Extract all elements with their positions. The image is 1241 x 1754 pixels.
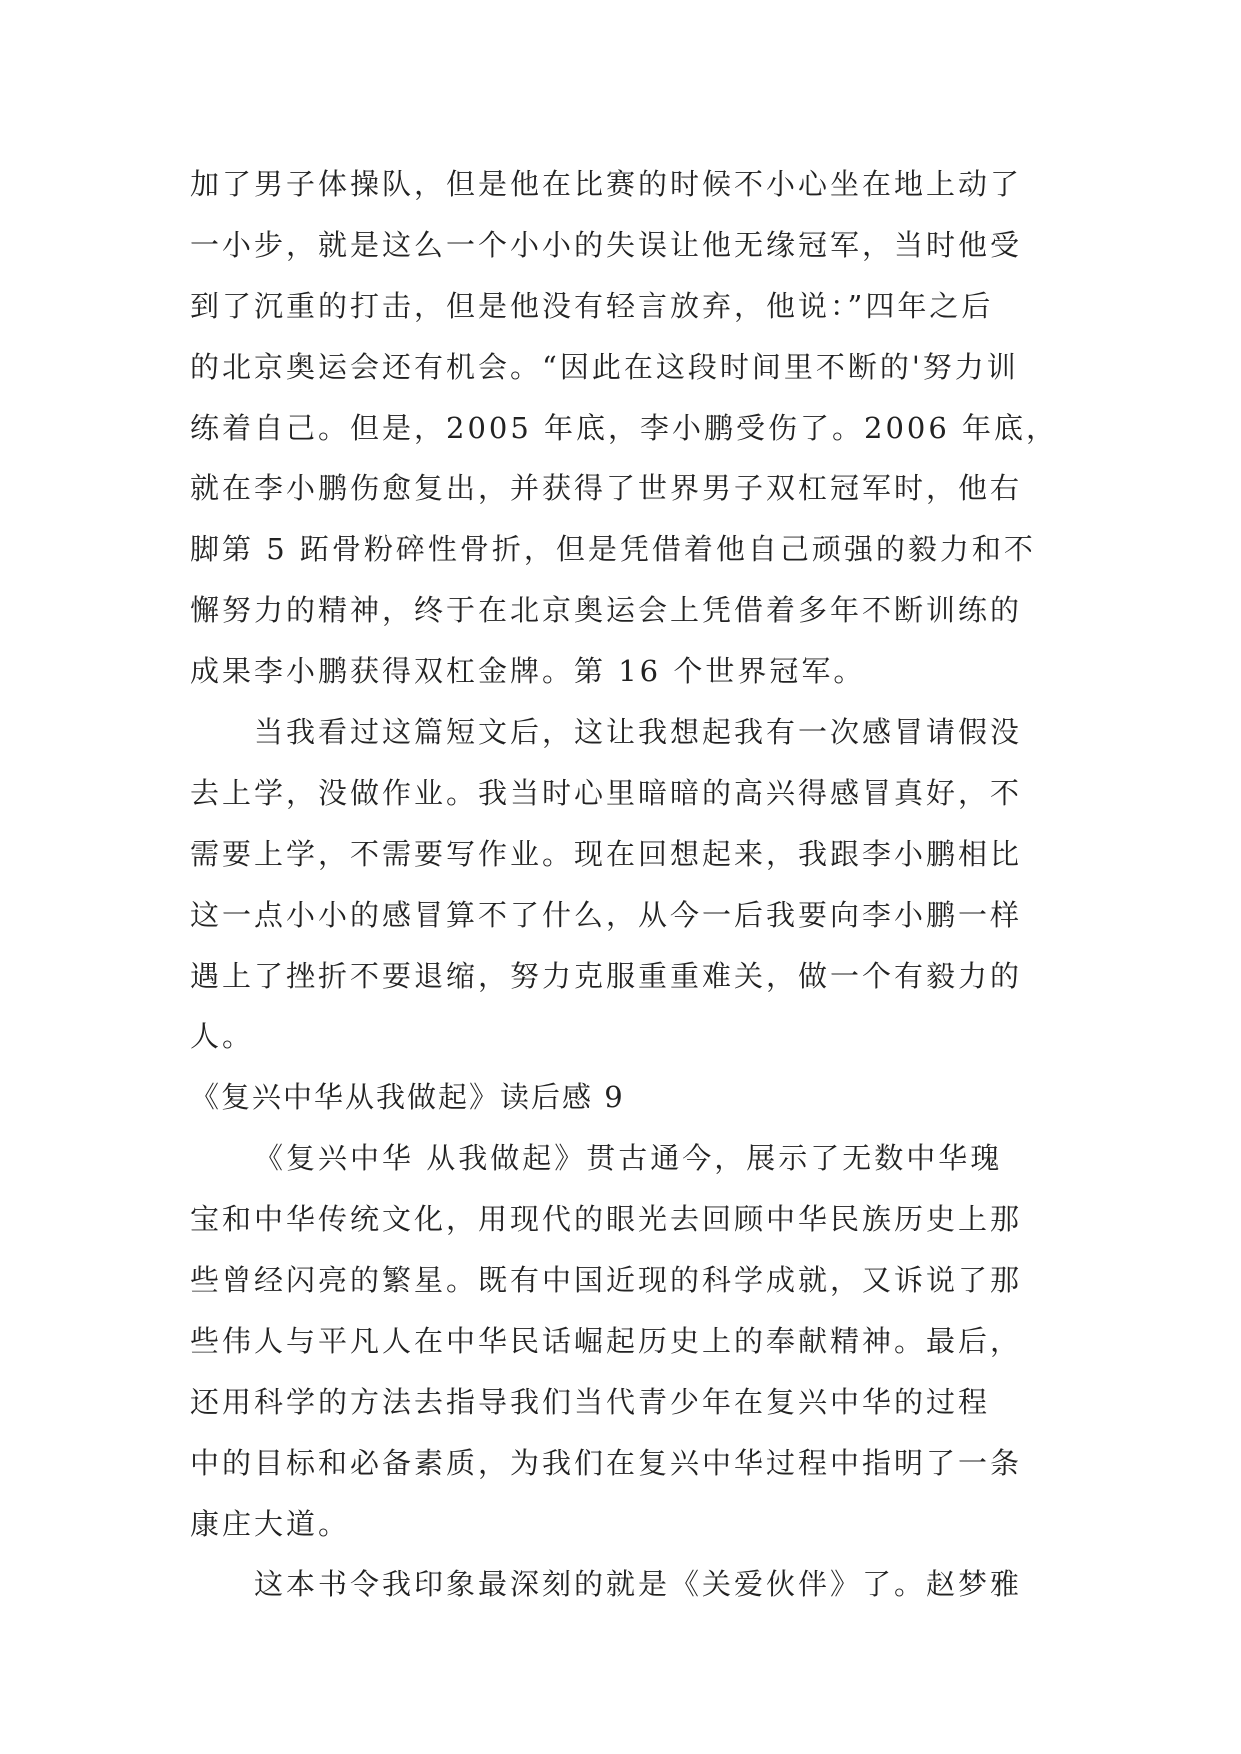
paragraph-start-line: 《复兴中华 从我做起》贯古通今，展示了无数中华瑰	[254, 1141, 1003, 1176]
text-line: 成果李小鹏获得双杠金牌。第 16 个世界冠军。	[190, 654, 866, 689]
section-heading: 《复兴中华从我做起》读后感 9	[190, 1080, 625, 1115]
text-line: 些伟人与平凡人在中华民话崛起历史上的奉献精神。最后，	[190, 1323, 1023, 1358]
document-body	[190, 154, 1059, 1615]
text-line: 这一点小小的感冒算不了什么，从今一后我要向李小鹏一样	[190, 897, 1023, 932]
text-line: 遇上了挫折不要退缩，努力克服重重难关，做一个有毅力的	[190, 958, 1023, 993]
text-line: 脚第 5 跖骨粉碎性骨折，但是凭借着他自己顽强的毅力和不	[190, 532, 1036, 567]
text-line: 需要上学，不需要写作业。现在回想起来，我跟李小鹏相比	[190, 836, 1023, 871]
text-line: 加了男子体操队，但是他在比赛的时候不小心坐在地上动了	[190, 167, 1023, 201]
paragraph-start-line: 这本书令我印象最深刻的就是《关爱伙伴》了。赵梦雅	[254, 1567, 1023, 1602]
text-line: 就在李小鹏伤愈复出，并获得了世界男子双杠冠军时，他右	[190, 471, 1023, 506]
text-line: 中的目标和必备素质，为我们在复兴中华过程中指明了一条	[190, 1445, 1023, 1480]
text-line: 一小步，就是这么一个小小的失误让他无缘冠军，当时他受	[190, 227, 1023, 262]
text-line: 懈努力的精神，终于在北京奥运会上凭借着多年不断训练的	[190, 593, 1023, 628]
text-line: 些曾经闪亮的繁星。既有中国近现的科学成就，又诉说了那	[190, 1263, 1023, 1298]
text-line: 练着自己。但是，2005 年底，李小鹏受伤了。2006 年底，	[190, 410, 1059, 445]
text-line: 宝和中华传统文化，用现代的眼光去回顾中华民族历史上那	[190, 1202, 1023, 1237]
text-line: 去上学，没做作业。我当时心里暗暗的高兴得感冒真好，不	[190, 775, 1023, 810]
text-line: 还用科学的方法去指导我们当代青少年在复兴中华的过程	[190, 1384, 991, 1419]
text-line: 到了沉重的打击，但是他没有轻言放弃，他说：”四年之后	[190, 288, 994, 323]
text-line: 的北京奥运会还有机会。“因此在这段时间里不断的'努力训	[190, 349, 1019, 384]
text-line: 人。	[190, 1019, 255, 1054]
text-line: 康庄大道。	[190, 1506, 351, 1541]
paragraph-start-line: 当我看过这篇短文后，这让我想起我有一次感冒请假没	[254, 715, 1023, 750]
